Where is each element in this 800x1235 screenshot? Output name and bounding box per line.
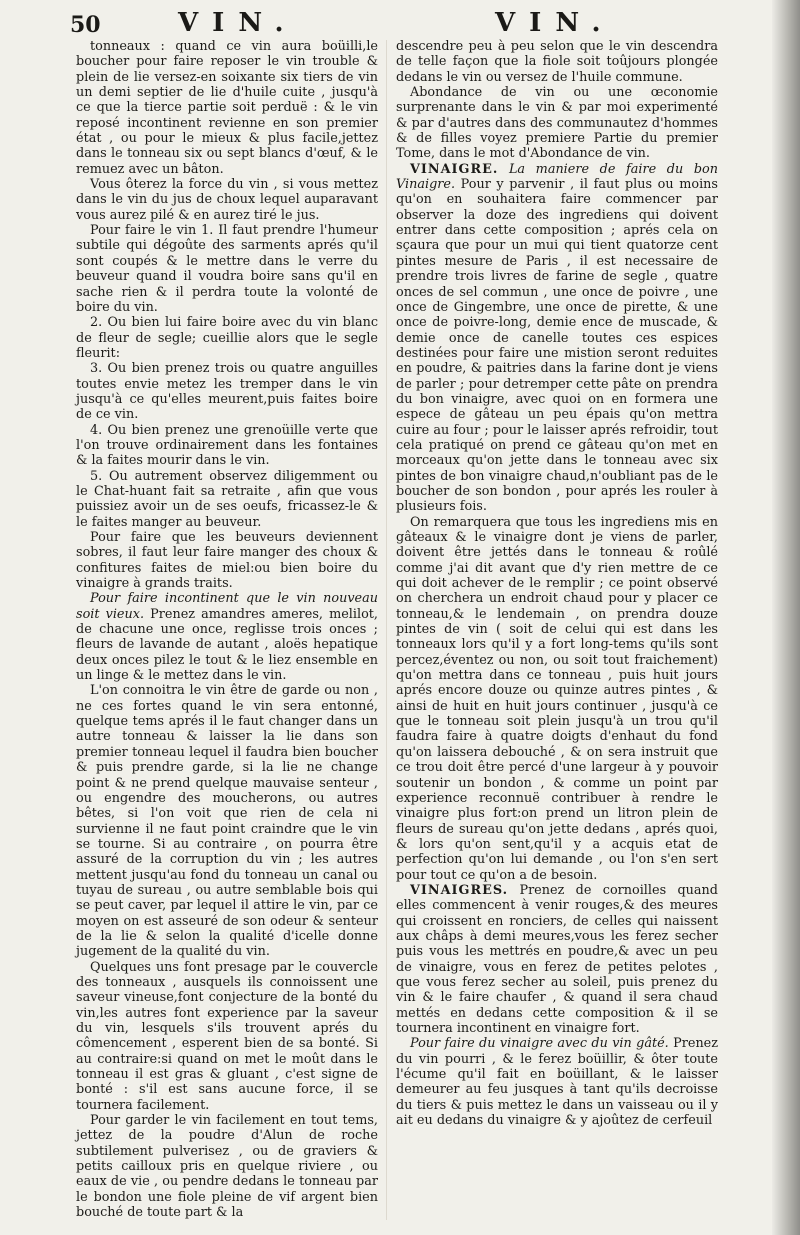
paragraph xyxy=(76,223,378,315)
paragraph xyxy=(396,85,718,162)
paragraph xyxy=(76,423,378,469)
paragraph-text: 5. Ou autrement observez diligemment ou le Chat-huant fait sa retraite , afin que vous puissiez avoir un de ses oeufs, fricassez-le & le faites manger au beuveur. xyxy=(76,468,378,530)
paragraph xyxy=(76,1113,378,1220)
paragraph-text: Pour y parvenir , il faut plus ou moins qu'on en souhaitera faire commencer par observer la doze des ingrediens qui doivent entrer dans cette composition ; aprés cela on sçaura que pour un mui qui tient quatorze cent pintes mesure de Paris , il est necessaire de prendre trois livres de farine de segle , quatre onces de sel commun , une once de poivre , une once de Gingembre, une once de pirette, & une once de poivre-long, demie ence de muscade, & demie once de canelle toutes ces espices destinées pour faire une mistion seront reduites en poudre, & paitries dans la farine dont je viens de parler ; pour detremper cette pâte on prendra du bon vinaigre, avec quoi on en formera une espece de gâteau un peu épais qu'on mettra cuire au four ; pour le laisser aprés refroidir, tout cela pratiqué on prend ce gâteau qu'on met en morceaux qu'on jette dans le tonneau avec six pintes de bon vinaigre chaud,n'oubliant pas de le boucher de son bondon , pour aprés les rouler à plusieurs fois. xyxy=(396,177,718,515)
running-head-right: VIN. xyxy=(495,8,615,38)
entry-heading: VINAIGRE. xyxy=(410,161,499,177)
paragraph xyxy=(76,960,378,1113)
paragraph xyxy=(76,315,378,361)
paragraph-text: Pour garder le vin facilement en tout tems, jettez de la poudre d'Alun de roche subtilement pulverisez , ou de graviers & petits cailloux pris en quelque riviere , ou eaux de vie , ou pendre dedans le tonneau par le bondon une fiole pleine de vif argent bien bouché de toute part & la xyxy=(76,1113,378,1221)
paragraph-text: Pour faire que les beuveurs deviennent sobres, il faut leur faire manger des choux & confitures faites de miel:ou bien boire du vinaigre à grands traits. xyxy=(76,530,378,592)
column-divider xyxy=(386,40,387,1220)
paragraph-text: Pour faire le vin 1. Il faut prendre l'humeur subtile qui dégoûte des sarments aprés qu'il sont coupés & le mettre dans le verre du beuveur quand il voudra boire sans qu'il en sache rien & il perdra toute la volonté de boire du vin. xyxy=(76,223,378,315)
paragraph-text: Prenez de cornoilles quand elles commencent à venir rouges,& des meures qui croissent en ronciers, de celles qui naissent aux châps à demi meures,vous les ferez secher puis vous les mettrés en poudre,& avec un peu de vinaigre, vous en ferez de petites pelotes , que vous ferez secher au soleil, puis prenez du vin & le faire chaufer , & quand il sera chaud mettés en dedans cette composition & il se tournera incontinent en vinaigre fort. xyxy=(396,882,718,1036)
paragraph-text: 3. Ou bien prenez trois ou quatre anguilles toutes envie metez les tremper dans le vin jusqu'à ce qu'elles meurent,puis faites boire de ce vin. xyxy=(76,361,378,423)
paragraph-text: Prenez amandres ameres, melilot, de chacune une once, reglisse trois onces ; fleurs de lavande de autant , aloës hepatique deux onces pilez le tout & le liez ensemble en un linge & le mettez dans le vin. xyxy=(76,606,378,684)
paragraph-text: L'on connoitra le vin être de garde ou non , ne ces fortes quand le vin sera entonné, quelque tems aprés il le faut changer dans un autre tonneau & laisser la lie dans son premier tonneau lequel il faudra bien boucher & puis prendre garde, si la lie ne change point & ne prend quelque mauvaise senteur , ou engendre des moucherons, ou autres bêtes, si l'on voit que rien de cela ni survienne il ne faut point craindre que le vin se tourne. Si au contraire , on pourra être assuré de la corruption du vin ; les autres mettent jusqu'au fond du tonneau un canal ou tuyau de sureau , ou autre semblable bois qui se peut caver, par lequel il attire le vin, par ce moyen on est asseuré de son odeur & senteur de la lie & selon la qualité d'icelle donne jugement de la qualité du vin. xyxy=(76,683,378,960)
paragraph xyxy=(76,469,378,530)
entry-heading: VINAIGRES. xyxy=(410,882,509,898)
paragraph xyxy=(396,1036,718,1128)
paragraph-text: Prenez du vin pourri , & le ferez boüillir, & ôter toute l'écume qu'il fait en boüillant, & le laisser demeurer au feu jusques à tant qu'ils decroisse du tiers & puis mettez le dans un vaisseau ou il y ait eu dedans du vinaigre & y ajoûtez de cerfeuil xyxy=(396,1036,718,1129)
paragraph xyxy=(76,39,378,177)
page-number: 50 xyxy=(70,12,101,38)
paragraph xyxy=(76,177,378,223)
paragraph-text: Quelques uns font presage par le couvercle des tonneaux , ausquels ils connoissent une saveur vineuse,font conjecture de la bonté du vin,les autres font experience par la saveur du vin, lesquels s'ils trouvent aprés du cômencement , esperent bien de sa bonté. Si au contraire:si quand on met le moût dans le tonneau il est gras & gluant , c'est signe de bonté : s'il est sans aucune force, il se tournera facilement. xyxy=(76,959,378,1113)
paragraph-text: 4. Ou bien prenez une grenoüille verte que l'on trouve ordinairement dans les fontaines & la faites mourir dans le vin. xyxy=(76,422,378,469)
paragraph xyxy=(76,683,378,959)
paragraph xyxy=(396,515,718,883)
right-column xyxy=(396,39,718,1128)
paragraph-text: descendre peu à peu selon que le vin descendra de telle façon que la fiole soit toûjours plongée dedans le vin ou versez de l'huile commune. xyxy=(396,39,718,85)
paragraph xyxy=(396,883,718,1036)
left-column xyxy=(76,39,378,1220)
paragraph xyxy=(76,361,378,422)
paragraph-text: Abondance de vin ou une œconomie surprenante dans le vin & par moi experimenté & par d'autres dans des communautez d'hommes & de filles voyez premiere Partie du premier Tome, dans le mot d'Abondance de vin. xyxy=(396,85,718,162)
recipe-title: Pour faire incontinent que le vin nouveau soit vieux. xyxy=(76,591,378,622)
paragraph-text: On remarquera que tous les ingrediens mis en gâteaux & le vinaigre dont je viens de parler, doivent être jettés dans le tonneau & roûlé comme j'ai dit avant que d'y rien mettre de ce qui doit achever de le remplir ; ce point observé on cherchera un endroit chaud pour y placer ce tonneau,& le lendemain , on prendra douze pintes de vin ( soit de celui qui est dans les tonneaux lors qu'il y a fort long-tems qu'ils sont percez,éventez ou non, ou soit tout fraichement) qu'on mettra dans ce tonneau , puis huit jours aprés encore douze ou quinze autres pintes , & ainsi de huit en huit jours continuer , jusqu'à ce que le tonneau soit plein jusqu'à un trou qu'il faudra faire à quatre doigts d'enhaut du fond qu'on laissera debouché , & on sera instruit que ce trou doit être percé d'une largeur à y pouvoir soutenir un bondon , & comme un point par experience reconnuë contribuer à rendre le vinaigre plus fort:on prend un litron plein de fleurs de sureau qu'on jette dedans , aprés quoi, & lors qu'on sent,qu'il y a acquis etat de perfection qu'on lui demande , ou l'on s'en sert pour tout ce qu'on a de besoin. xyxy=(396,514,718,883)
running-head-left: VIN. xyxy=(178,8,298,38)
paragraph xyxy=(396,39,718,85)
paragraph xyxy=(76,530,378,591)
paragraph xyxy=(396,162,718,515)
paragraph xyxy=(76,591,378,683)
recipe-title: La maniere de faire du bon Vinaigre. xyxy=(396,161,718,193)
recipe-title: Pour faire du vinaigre avec du vin gâté. xyxy=(410,1036,669,1052)
page-edge-shadow xyxy=(772,0,800,1235)
paragraph-text: 2. Ou bien lui faire boire avec du vin blanc de fleur de segle; cueillie alors que le segle fleurit: xyxy=(76,315,378,361)
page-header xyxy=(70,8,760,42)
paragraph-text: tonneaux : quand ce vin aura boüilli,le boucher pour faire reposer le vin trouble & plein de lie versez-en soixante six tiers de vin un demi septier de lie d'huile cuite , jusqu'à ce que la tierce partie soit perduë : & le vin reposé incontinent revienne en son premier état , ou pour le mieux & plus facile,jettez dans le tonneau six ou sept blancs d'œuf, & le remuez avec un bâton. xyxy=(76,39,378,177)
paragraph-text: Vous ôterez la force du vin , si vous mettez dans le vin du jus de choux lequel auparavant vous aurez pilé & en aurez tiré le jus. xyxy=(76,177,378,223)
